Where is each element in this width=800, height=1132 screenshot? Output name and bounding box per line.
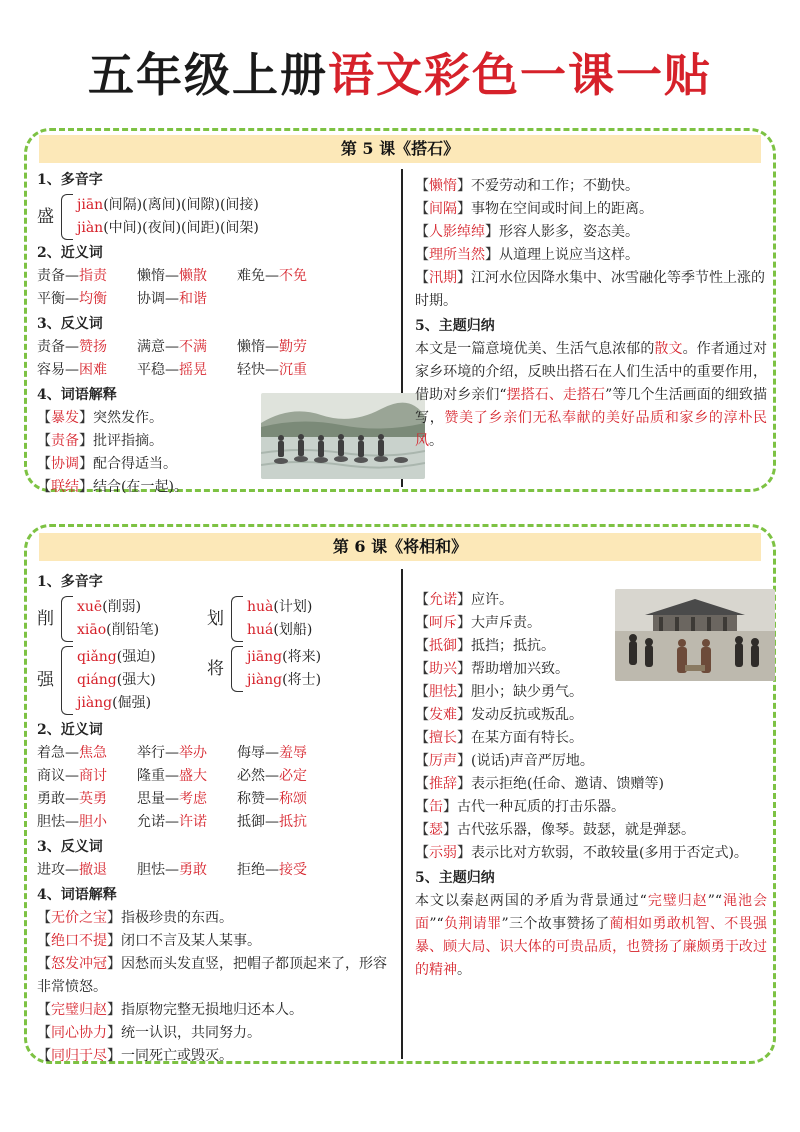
lesson5-words-heading: 4、词语解释 <box>37 387 117 403</box>
word-pair: 责备—指责 <box>37 268 107 284</box>
word-pair-row <box>37 859 397 882</box>
definition-item: 【抵御】抵挡；抵抗。 <box>415 638 555 654</box>
definition-item: 【无价之宝】指极珍贵的东西。 <box>37 910 233 926</box>
polyphonic-reading: qiáng(强大) <box>77 672 156 688</box>
lesson5-card <box>24 128 776 495</box>
polyphonic-reading: huà(计划) <box>247 599 313 615</box>
polyphonic-group <box>37 596 207 642</box>
definition-item: 【厉声】(说话)声音严厉地。 <box>415 753 594 769</box>
definition-item: 【绝口不提】闭口不言及某人某事。 <box>37 933 261 949</box>
lesson5-summary-paragraph: 本文是一篇意境优美、生活气息浓郁的散文。作者通过对家乡环境的介绍，反映出搭石在人们生活中的重要作用，借助对乡亲们“摆搭石、走搭石”等几个生活画面的细致描写，赞美了乡亲们无私奉献的美好品质和家乡的淳朴民风。 <box>415 341 768 449</box>
lesson6-divider <box>401 569 403 1059</box>
word-pair: 举行—举办 <box>137 745 207 761</box>
lesson6-summary-heading: 5、主题归纳 <box>415 870 495 886</box>
word-pair: 难免—不免 <box>237 268 307 284</box>
polyphonic-group <box>207 596 312 642</box>
word-pair: 平衡—均衡 <box>37 291 107 307</box>
polyphonic-reading: jiàn(中间)(夜间)(间距)(间架) <box>77 220 259 236</box>
polyphonic-char: 将 <box>207 658 224 679</box>
definition-item: 【完璧归赵】指原物完整无损地归还本人。 <box>37 1002 303 1018</box>
brace-shape <box>231 646 243 692</box>
polyphonic-row <box>37 644 397 717</box>
word-pair: 胆怯—胆小 <box>37 814 107 830</box>
page-title <box>0 40 800 110</box>
lesson6-left-column <box>37 569 397 1068</box>
lesson6-synonyms-heading: 2、近义词 <box>37 722 103 738</box>
polyphonic-reading: jiàng(倔强) <box>77 695 152 711</box>
word-pair-row <box>37 336 397 359</box>
word-pair: 满意—不满 <box>137 339 207 355</box>
brace-shape <box>231 596 243 642</box>
word-pair: 容易—困难 <box>37 362 107 378</box>
lesson6-card <box>24 524 776 1064</box>
definition-item: 【责备】批评指摘。 <box>37 433 163 449</box>
polyphonic-reading: huá(划船) <box>247 622 313 638</box>
polyphonic-group <box>37 646 207 715</box>
polyphonic-reading: jiān(间隔)(离间)(间隙)(间接) <box>77 197 259 213</box>
definition-item: 【理所当然】从道理上说应当这样。 <box>415 247 639 263</box>
definition-item: 【暴发】突然发作。 <box>37 410 163 426</box>
lesson5-synonyms-heading: 2、近义词 <box>37 245 103 261</box>
lesson6-summary-paragraph: 本文以秦赵两国的矛盾为背景通过“完璧归赵”“渑池会面”“负荆请罪”三个故事赞扬了蔺相如勇敢机智、不畏强暴、顾大局、识大体的可贵品质，也赞扬了廉颇勇于改过的精神。 <box>415 893 768 978</box>
word-pair: 称赞—称颂 <box>237 791 307 807</box>
brace-shape <box>61 596 73 642</box>
word-pair-row <box>37 265 397 288</box>
definition-item: 【推辞】表示拒绝(任命、邀请、馈赠等) <box>415 776 664 792</box>
word-pair-row <box>37 811 397 834</box>
title-part2: 语文彩色一课一贴 <box>328 48 712 102</box>
definition-item: 【瑟】古代弦乐器，像琴。鼓瑟，就是弹瑟。 <box>415 822 695 838</box>
definition-item: 【胆怯】胆小；缺少勇气。 <box>415 684 583 700</box>
polyphonic-reading: qiǎng(强迫) <box>77 649 156 665</box>
word-pair: 懒惰—勤劳 <box>237 339 307 355</box>
word-pair-row <box>37 788 397 811</box>
word-pair: 商议—商讨 <box>37 768 107 784</box>
stepping-stones-illustration <box>261 393 425 479</box>
word-pair-row <box>37 359 397 382</box>
definition-item: 【发难】发动反抗或叛乱。 <box>415 707 583 723</box>
polyphonic-reading: jiāng(将来) <box>247 649 322 665</box>
word-pair: 进攻—撤退 <box>37 862 107 878</box>
definition-item: 【缶】古代一种瓦质的打击乐器。 <box>415 799 625 815</box>
word-pair: 隆重—盛大 <box>137 768 207 784</box>
lesson5-header: 第 5 课《搭石》 <box>39 135 761 163</box>
polyphonic-group <box>207 646 321 692</box>
definition-item: 【人影绰绰】形容人影多，姿态美。 <box>415 224 639 240</box>
word-pair: 侮辱—羞辱 <box>237 745 307 761</box>
polyphonic-row <box>37 594 397 644</box>
definition-item: 【允诺】应许。 <box>415 592 513 608</box>
word-pair: 拒绝—接受 <box>237 862 307 878</box>
word-pair: 胆怯—勇敢 <box>137 862 207 878</box>
definition-item: 【懒惰】不爱劳动和工作；不勤快。 <box>415 178 639 194</box>
word-pair: 责备—赞扬 <box>37 339 107 355</box>
definition-item: 【怒发冲冠】因愁而头发直竖，把帽子都顶起来了，形容非常愤怒。 <box>37 956 387 995</box>
lesson6-header: 第 6 课《将相和》 <box>39 533 761 561</box>
lesson6-antonyms-heading: 3、反义词 <box>37 839 103 855</box>
definition-item: 【呵斥】大声斥责。 <box>415 615 541 631</box>
word-pair-row <box>37 742 397 765</box>
lesson6-words-heading: 4、词语解释 <box>37 887 117 903</box>
definition-item: 【同归于尽】一同死亡或毁灭。 <box>37 1048 233 1064</box>
polyphonic-char: 削 <box>37 608 54 629</box>
definition-item: 【示弱】表示比对方软弱，不敢较量(多用于否定式)。 <box>415 845 748 861</box>
brace-shape <box>61 194 73 240</box>
lesson5-polyphonic-heading: 1、多音字 <box>37 172 103 188</box>
definition-item: 【协调】配合得适当。 <box>37 456 177 472</box>
title-part1: 五年级上册 <box>88 48 328 102</box>
definition-item: 【同心协力】统一认识，共同努力。 <box>37 1025 261 1041</box>
definition-item: 【间隔】事物在空间或时间上的距离。 <box>415 201 653 217</box>
word-pair: 平稳—摇晃 <box>137 362 207 378</box>
word-pair: 协调—和谐 <box>137 291 207 307</box>
word-pair-row <box>37 288 397 311</box>
word-pair: 思量—考虑 <box>137 791 207 807</box>
polyphonic-char: 划 <box>207 608 224 629</box>
word-pair: 必然—必定 <box>237 768 307 784</box>
lesson5-polyphonic-group <box>37 194 397 240</box>
word-pair: 轻快—沉重 <box>237 362 307 378</box>
polyphonic-reading: xuē(削弱) <box>77 599 142 615</box>
polyphonic-reading: jiàng(将士) <box>247 672 322 688</box>
polyphonic-char: 强 <box>37 670 54 690</box>
lesson5-antonyms-heading: 3、反义词 <box>37 316 103 332</box>
word-pair: 抵御—抵抗 <box>237 814 307 830</box>
lesson6-right-column <box>415 589 767 982</box>
polyphonic-char: 盛 <box>37 206 54 227</box>
lesson6-polyphonic-heading: 1、多音字 <box>37 574 103 590</box>
word-pair-row <box>37 765 397 788</box>
definition-item: 【汛期】江河水位因降水集中、冰雪融化等季节性上涨的时期。 <box>415 270 765 309</box>
word-pair: 着急—焦急 <box>37 745 107 761</box>
word-pair: 允诺—许诺 <box>137 814 207 830</box>
definition-item: 【擅长】在某方面有特长。 <box>415 730 583 746</box>
word-pair: 勇敢—英勇 <box>37 791 107 807</box>
lesson5-right-column <box>415 175 767 453</box>
definition-item: 【助兴】帮助增加兴致。 <box>415 661 569 677</box>
polyphonic-reading: xiāo(削铅笔) <box>77 622 160 638</box>
brace-shape <box>61 646 73 715</box>
definition-item: 【联结】结合(在一起)。 <box>37 479 188 495</box>
lesson5-summary-heading: 5、主题归纳 <box>415 318 495 334</box>
word-pair: 懒惰—懒散 <box>137 268 207 284</box>
